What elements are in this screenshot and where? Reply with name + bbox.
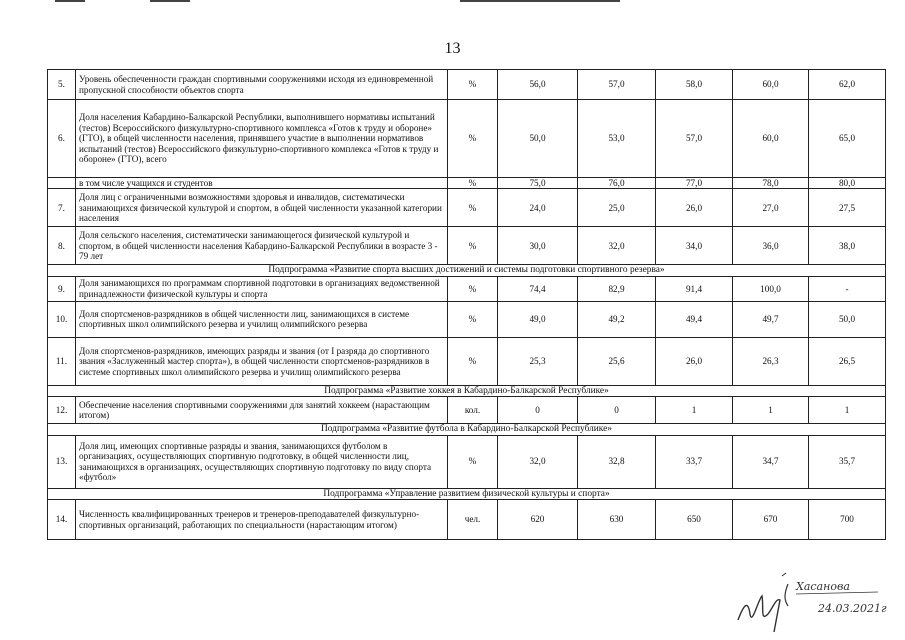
value-cell: 49,4 [656,301,733,337]
value-cell: 35,7 [809,435,886,488]
value-cell: 49,0 [498,301,578,337]
subprogram-row [48,385,886,396]
value-cell: 33,7 [656,435,733,488]
indicator-row [48,301,886,337]
value-cell: 57,0 [656,100,733,178]
unit-cell: % [448,189,498,227]
value-cell: 57,0 [578,70,656,100]
unit-cell: % [448,178,498,189]
value-cell: 82,9 [578,276,656,301]
value-cell: 26,0 [656,337,733,385]
value-cell: 620 [498,500,578,540]
indicator-name: Доля лиц с ограниченными возможностями здоровья и инвалидов, систематически занимающихся физической культурой и спортом, в общей численности указанной категории населения [76,189,448,227]
value-cell: 700 [809,500,886,540]
unit-cell: % [448,276,498,301]
value-cell: 50,0 [498,100,578,178]
value-cell: 34,0 [656,227,733,265]
indicator-row [48,276,886,301]
row-number: 14. [48,500,76,540]
value-cell: 53,0 [578,100,656,178]
row-number: 11. [48,337,76,385]
value-cell: 56,0 [498,70,578,100]
subprogram-row [48,424,886,435]
indicator-row [48,397,886,424]
value-cell: 100,0 [733,276,809,301]
row-number [48,178,76,189]
indicator-name: Доля занимающихся по программам спортивной подготовки в организациях ведомственной принадлежности физической культуры и спорта [76,276,448,301]
value-cell: 75,0 [498,178,578,189]
top-edge-line [460,0,620,2]
value-cell: 32,0 [498,435,578,488]
value-cell: 76,0 [578,178,656,189]
value-cell: 49,2 [578,301,656,337]
indicator-row [48,435,886,488]
value-cell: 49,7 [733,301,809,337]
subprogram-title: Подпрограмма «Развитие спорта высших достижений и системы подготовки спортивного резерва» [48,265,886,276]
subprogram-title: Подпрограмма «Управление развитием физической культуры и спорта» [48,488,886,499]
row-number: 6. [48,100,76,178]
value-cell: 77,0 [656,178,733,189]
indicator-row [48,178,886,189]
indicator-name: Доля спортсменов-разрядников в общей численности лиц, занимающихся в системе спортивных школ олимпийского резерва и училищ олимпийского резерва [76,301,448,337]
value-cell: 1 [809,397,886,424]
indicator-row [48,337,886,385]
top-edge-line [150,0,190,2]
value-cell: - [809,276,886,301]
value-cell: 32,0 [578,227,656,265]
unit-cell: % [448,435,498,488]
row-number: 13. [48,435,76,488]
indicator-name: Уровень обеспеченности граждан спортивными сооружениями исходя из единовременной пропускной способности объектов спорта [76,70,448,100]
value-cell: 58,0 [656,70,733,100]
value-cell: 650 [656,500,733,540]
value-cell: 25,6 [578,337,656,385]
value-cell: 670 [733,500,809,540]
indicator-name: Доля населения Кабардино-Балкарской Республики, выполнившего нормативы испытаний (тестов) Всероссийского физкультурно-спортивного комплекса «Готов к труду и обороне» (ГТО), в общей численности населения, принявшего участие в выполнении нормативов испытаний (тестов) Всероссийского физкультурно-спортивного комплекса «Готов к труду и обороне» (ГТО), всего [76,100,448,178]
indicator-row [48,189,886,227]
subprogram-title: Подпрограмма «Развитие хоккея в Кабардино-Балкарской Республике» [48,385,886,396]
value-cell: 91,4 [656,276,733,301]
indicator-name: Численность квалифицированных тренеров и тренеров-преподавателей физкультурно-спортивных организаций, работающих по специальности (нарастающим итогом) [76,500,448,540]
row-number: 10. [48,301,76,337]
value-cell: 27,0 [733,189,809,227]
row-number: 5. [48,70,76,100]
subprogram-row [48,488,886,499]
value-cell: 24,0 [498,189,578,227]
value-cell: 60,0 [733,70,809,100]
table-body [48,70,886,540]
value-cell: 36,0 [733,227,809,265]
value-cell: 26,3 [733,337,809,385]
unit-cell: % [448,70,498,100]
value-cell: 78,0 [733,178,809,189]
top-edge-line [55,0,85,2]
indicator-row [48,70,886,100]
value-cell: 74,4 [498,276,578,301]
indicator-row [48,227,886,265]
value-cell: 32,8 [578,435,656,488]
subprogram-title: Подпрограмма «Развитие футбола в Кабардино-Балкарской Республике» [48,424,886,435]
row-number: 12. [48,397,76,424]
value-cell: 25,0 [578,189,656,227]
indicator-name: Доля сельского населения, систематически занимающегося физической культурой и спортом, в общей численности населения Кабардино-Балкарской Республики в возрасте 3 - 79 лет [76,227,448,265]
row-number: 8. [48,227,76,265]
value-cell: 26,5 [809,337,886,385]
value-cell: 65,0 [809,100,886,178]
value-cell: 38,0 [809,227,886,265]
value-cell: 1 [656,397,733,424]
value-cell: 25,3 [498,337,578,385]
subprogram-row [48,265,886,276]
value-cell: 50,0 [809,301,886,337]
unit-cell: % [448,337,498,385]
value-cell: 1 [733,397,809,424]
value-cell: 34,7 [733,435,809,488]
page-number: 13 [444,40,461,57]
svg-text:24.03.2021г: 24.03.2021г [818,602,887,615]
value-cell: 30,0 [498,227,578,265]
row-number: 7. [48,189,76,227]
indicators-table [47,69,886,540]
unit-cell: % [448,301,498,337]
value-cell: 26,0 [656,189,733,227]
indicator-name: в том числе учащихся и студентов [76,178,448,189]
unit-cell: чел. [448,500,498,540]
value-cell: 60,0 [733,100,809,178]
row-number: 9. [48,276,76,301]
indicator-row [48,100,886,178]
value-cell: 0 [578,397,656,424]
value-cell: 0 [498,397,578,424]
indicator-row [48,500,886,540]
signature [730,570,900,640]
value-cell: 630 [578,500,656,540]
unit-cell: кол. [448,397,498,424]
unit-cell: % [448,100,498,178]
value-cell: 62,0 [809,70,886,100]
indicator-name: Обеспечение населения спортивными сооружениями для занятий хоккеем (нарастающим итогом) [76,397,448,424]
svg-text:Хасанова: Хасанова [796,580,850,593]
indicator-name: Доля спортсменов-разрядников, имеющих разряды и звания (от I разряда до спортивного звания «Заслуженный мастер спорта»), в общей численности спортсменов-разрядников в системе спортивных школ олимпийского резерва и училищ олимпийского резерва [76,337,448,385]
indicator-name: Доля лиц, имеющих спортивные разряды и звания, занимающихся футболом в организациях, осуществляющих спортивную подготовку, в общей численности лиц, занимающихся в организациях, осуществляющих спортивную подготовку по виду спорта «футбол» [76,435,448,488]
unit-cell: % [448,227,498,265]
value-cell: 27,5 [809,189,886,227]
value-cell: 80,0 [809,178,886,189]
